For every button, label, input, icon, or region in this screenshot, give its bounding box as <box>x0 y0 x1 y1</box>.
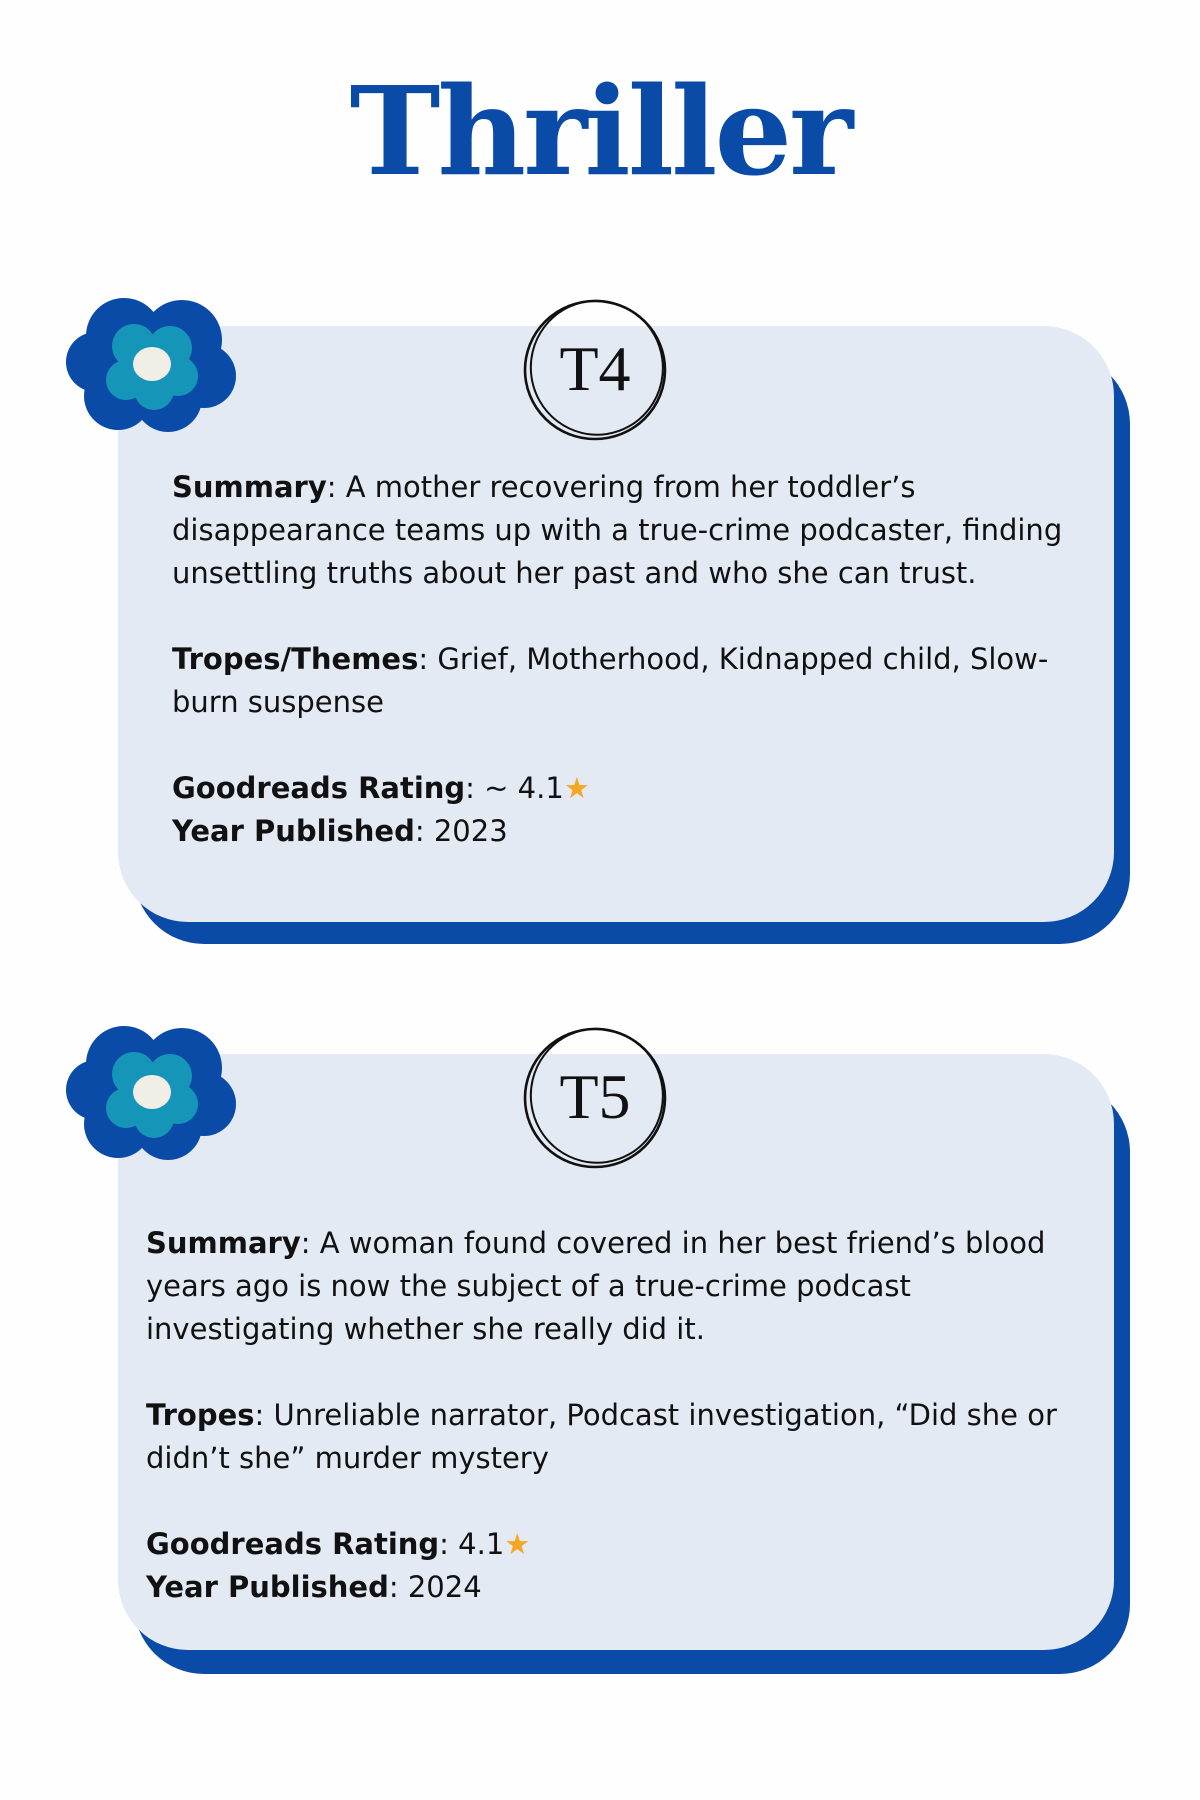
star-icon: ★ <box>504 1527 531 1561</box>
flower-icon <box>64 296 246 436</box>
rating-line <box>146 1523 1086 1566</box>
badge-label: T4 <box>559 333 631 404</box>
summary-paragraph <box>172 466 1092 595</box>
badge-t4 <box>520 294 670 444</box>
book-details-t5 <box>146 1222 1086 1609</box>
summary-text: : A mother recovering from her toddler’s disappearance teams up with a true-crime podcaster, finding unsettling truths about her past and who she can trust. <box>172 470 1063 590</box>
rating-text: : 4.1 <box>439 1527 505 1561</box>
tropes-label: Tropes <box>146 1398 255 1432</box>
tropes-text: : Grief, Motherhood, Kidnapped child, Slow-burn suspense <box>172 642 1049 719</box>
rating-line <box>172 767 1092 810</box>
badge-label: T5 <box>559 1061 631 1132</box>
year-line <box>146 1566 1086 1609</box>
summary-label: Summary <box>172 470 327 504</box>
tropes-text: : Unreliable narrator, Podcast investigation, “Did she or didn’t she” murder mystery <box>146 1398 1057 1475</box>
summary-label: Summary <box>146 1226 301 1260</box>
rating-label: Goodreads Rating <box>146 1527 440 1561</box>
page-title: Thriller <box>349 59 851 203</box>
tropes-paragraph <box>172 638 1092 724</box>
year-label: Year Published <box>146 1570 389 1604</box>
year-line <box>172 810 1092 853</box>
rating-text: : ~ 4.1 <box>465 771 564 805</box>
year-text: : 2023 <box>414 814 508 848</box>
year-label: Year Published <box>172 814 415 848</box>
book-details-t4 <box>172 466 1092 853</box>
badge-t5 <box>520 1022 670 1172</box>
summary-text: : A woman found covered in her best friend’s blood years ago is now the subject of a true-crime podcast investigating whether she really did it. <box>146 1226 1046 1346</box>
rating-label: Goodreads Rating <box>172 771 466 805</box>
star-icon: ★ <box>563 771 590 805</box>
tropes-paragraph <box>146 1394 1086 1480</box>
summary-paragraph <box>146 1222 1086 1351</box>
year-text: : 2024 <box>388 1570 482 1604</box>
flower-icon <box>64 1024 246 1164</box>
tropes-label: Tropes/Themes <box>172 642 419 676</box>
